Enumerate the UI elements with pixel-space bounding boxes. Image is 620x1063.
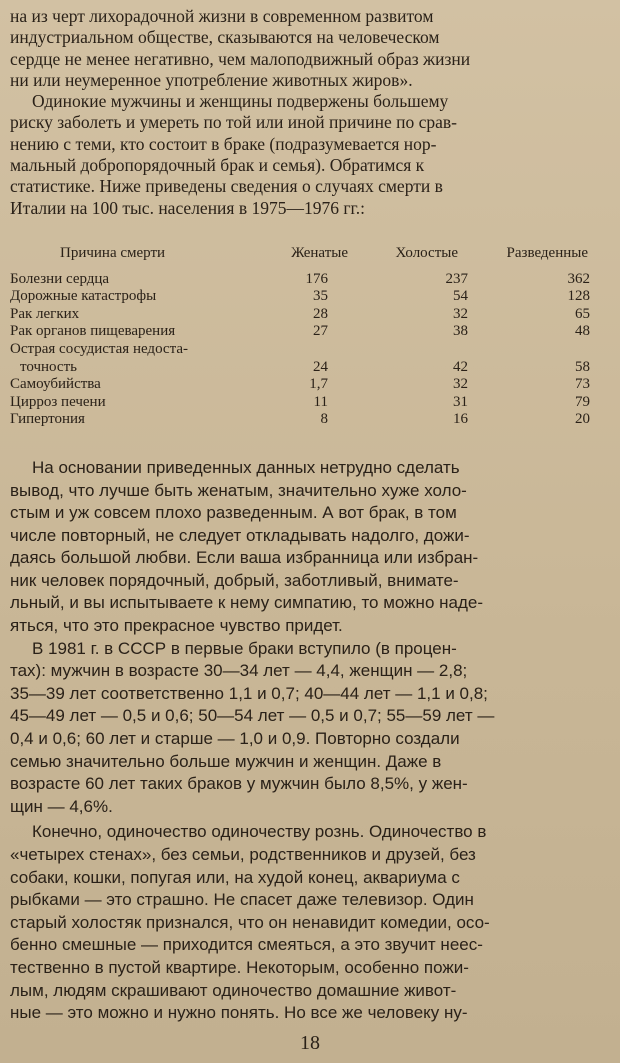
cell-married: 8 bbox=[320, 411, 328, 428]
text-line: ник человек порядочный, добрый, заботливый, внимате- bbox=[10, 570, 459, 590]
text-line: щин — 4,6%. bbox=[10, 796, 113, 816]
header-married: Женатые bbox=[291, 244, 348, 261]
cell-married: 35 bbox=[313, 288, 328, 305]
cell-cause: Самоубийства bbox=[10, 376, 101, 393]
cell-cause: Цирроз печени bbox=[10, 393, 106, 410]
cell-married: 176 bbox=[305, 270, 328, 287]
table-row bbox=[10, 411, 610, 429]
cell-single: 16 bbox=[453, 411, 468, 428]
cell-cause: Острая сосудистая недоста- bbox=[10, 340, 188, 357]
cell-cause: Рак легких bbox=[10, 305, 80, 322]
text-line: Одинокие мужчины и женщины подвержены большему bbox=[32, 91, 449, 112]
text-line: Конечно, одиночество одиночеству рознь. Одиночество в bbox=[32, 822, 487, 842]
table-row bbox=[10, 376, 610, 394]
cell-married: 1,7 bbox=[309, 376, 328, 393]
cell-divorced: 48 bbox=[575, 323, 590, 340]
cell-single: 42 bbox=[453, 358, 468, 375]
text-line: числе повторный, не следует откладывать надолго, дожи- bbox=[10, 525, 470, 545]
cell-single: 32 bbox=[453, 305, 468, 322]
intro-paragraph bbox=[10, 6, 610, 91]
text-line: семью значительно больше мужчин и женщин. Даже в bbox=[10, 751, 442, 771]
text-line: На основании приведенных данных нетрудно сделать bbox=[32, 457, 460, 477]
text-line: нению с теми, кто состоит в браке (подразумевается нор- bbox=[10, 133, 437, 154]
cell-married bbox=[268, 341, 328, 359]
text-line: лым, людям скрашивают одиночество домашние живот- bbox=[10, 980, 457, 1000]
table-row bbox=[10, 323, 610, 341]
header-cause: Причина смерти bbox=[60, 244, 166, 261]
header-single: Холостые bbox=[395, 244, 458, 261]
paragraph-loneliness bbox=[10, 821, 610, 1024]
text-line: Италии на 100 тыс. населения в 1975—1976 гг.: bbox=[10, 197, 365, 218]
cell-single: 38 bbox=[453, 323, 468, 340]
text-line: яться, что это прекрасное чувство придет. bbox=[10, 616, 343, 636]
table-row bbox=[10, 288, 610, 306]
cell-married: 24 bbox=[313, 358, 328, 375]
cell-single: 237 bbox=[445, 270, 468, 287]
cell-cause: Рак органов пищеварения bbox=[10, 323, 176, 340]
cell-single: 32 bbox=[453, 376, 468, 393]
cell-married: 11 bbox=[313, 393, 328, 410]
mortality-table bbox=[10, 245, 610, 429]
paragraph-conclusion bbox=[10, 457, 610, 638]
table-row bbox=[10, 394, 610, 412]
text-line: даясь большой любви. Если ваша избранница или избран- bbox=[10, 548, 479, 568]
text-line: В 1981 г. в СССР в первые браки вступило (в процен- bbox=[32, 638, 457, 658]
paragraph-risk bbox=[10, 91, 610, 219]
cell-cause: точность bbox=[20, 358, 77, 375]
text-line: льный, и вы испытываете к нему симпатию, то можно наде- bbox=[10, 593, 483, 613]
text-line: возрасте 60 лет таких браков у мужчин было 8,5%, у жен- bbox=[10, 774, 468, 794]
text-line: 35—39 лет соответственно 1,1 и 0,7; 40—44 лет — 1,1 и 0,8; bbox=[10, 683, 488, 703]
text-line: ни или неумеренное употребление животных жиров». bbox=[10, 69, 413, 90]
text-line: статистике. Ниже приведены сведения о случаях смерти в bbox=[10, 176, 443, 197]
cell-divorced: 20 bbox=[575, 411, 590, 428]
text-line: риску заболеть и умереть по той или иной причине по срав- bbox=[10, 112, 457, 133]
table-row bbox=[10, 359, 610, 377]
paragraph-ussr-statistics bbox=[10, 638, 610, 819]
cell-divorced: 58 bbox=[575, 358, 590, 375]
cell-single: 54 bbox=[453, 288, 468, 305]
header-divorced: Разведенные bbox=[506, 244, 588, 261]
text-line: старый холостяк признался, что он ненавидит комедии, осо- bbox=[10, 912, 490, 932]
text-line: 45—49 лет — 0,5 и 0,6; 50—54 лет — 0,5 и 0,7; 55—59 лет — bbox=[10, 706, 495, 726]
table-row bbox=[10, 341, 610, 359]
text-line: на из черт лихорадочной жизни в современном развитом bbox=[10, 6, 434, 26]
cell-married: 28 bbox=[313, 305, 328, 322]
cell-divorced: 79 bbox=[575, 393, 590, 410]
cell-cause: Болезни сердца bbox=[10, 270, 110, 287]
text-line: собаки, кошки, попугая или, на худой конец, аквариума с bbox=[10, 867, 460, 887]
text-line: «четырех стенах», без семьи, родственников и друзей, без bbox=[10, 845, 476, 864]
page-number: 18 bbox=[300, 1032, 320, 1054]
cell-cause: Дорожные катастрофы bbox=[10, 288, 157, 305]
table-header bbox=[10, 245, 610, 263]
text-line: бенно смешные — приходится смеяться, а это звучит неес- bbox=[10, 935, 483, 955]
cell-divorced bbox=[468, 341, 590, 359]
cell-divorced: 65 bbox=[575, 305, 590, 322]
text-line: тах): мужчин в возрасте 30—34 лет — 4,4, женщин — 2,8; bbox=[10, 661, 468, 681]
cell-married: 27 bbox=[313, 323, 328, 340]
text-line: сердце не менее негативно, чем малоподвижный образ жизни bbox=[10, 48, 471, 69]
text-line: 0,4 и 0,6; 60 лет и старше — 1,0 и 0,9. Повторно создали bbox=[10, 729, 460, 749]
cell-single: 31 bbox=[453, 393, 468, 410]
text-line: вывод, что лучше быть женатым, значительно хуже холо- bbox=[10, 480, 467, 500]
text-line: мальный добропорядочный брак и семья). Обратимся к bbox=[10, 155, 425, 176]
cell-divorced: 73 bbox=[575, 376, 590, 393]
text-line: ные — это можно и нужно понять. Но все же человеку ну- bbox=[10, 1003, 468, 1023]
text-line: рыбками — это страшно. Не спасет даже телевизор. Один bbox=[10, 890, 474, 910]
cell-cause: Гипертония bbox=[10, 411, 85, 428]
cell-divorced: 362 bbox=[567, 270, 590, 287]
table-row bbox=[10, 306, 610, 324]
text-line: индустриальном обществе, сказываются на человеческом bbox=[10, 27, 440, 48]
text-line: тественно в пустой квартире. Некоторым, особенно пожи- bbox=[10, 957, 469, 977]
table-row bbox=[10, 271, 610, 289]
text-line: стым и уж совсем плохо разведенным. А вот брак, в том bbox=[10, 503, 457, 523]
cell-single bbox=[328, 341, 468, 359]
cell-divorced: 128 bbox=[567, 288, 590, 305]
